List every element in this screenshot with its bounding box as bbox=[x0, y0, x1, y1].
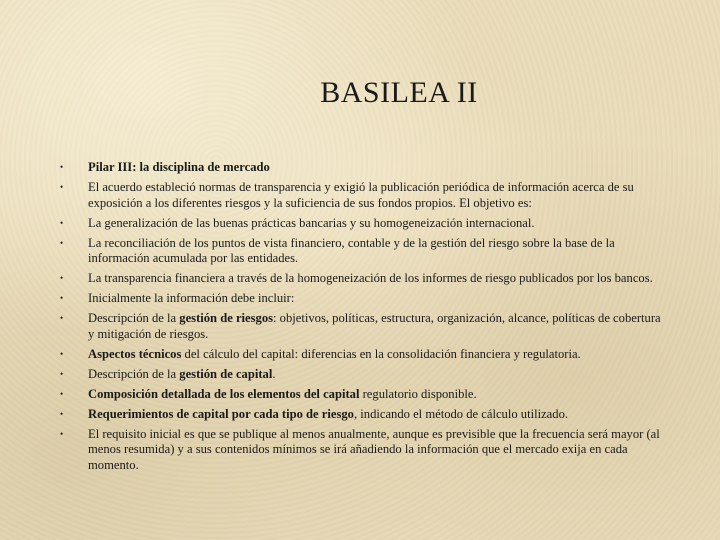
bullet-icon: • bbox=[60, 313, 64, 324]
item-bold-text: gestión de riesgos bbox=[179, 311, 274, 326]
item-text: La generalización de las buenas prácticas bancarias y su homogeneización internacional. bbox=[88, 215, 535, 230]
list-item bbox=[56, 291, 664, 307]
bullet-icon: • bbox=[60, 388, 64, 399]
bullet-icon: • bbox=[60, 368, 64, 379]
item-bold-text: Pilar III: la disciplina de mercado bbox=[88, 160, 270, 174]
bullet-icon: • bbox=[60, 273, 64, 284]
bullet-icon: • bbox=[60, 217, 64, 228]
bullet-icon: • bbox=[60, 293, 64, 304]
bullet-icon: • bbox=[60, 408, 64, 419]
slide-title: BASILEA II bbox=[320, 76, 478, 109]
list-item bbox=[56, 160, 664, 176]
item-prefix-text: Descripción de la bbox=[88, 366, 180, 381]
item-text: : objetivos, políticas, estructura, organización, alcance, políticas de cobertura y mitigación de riesgos. bbox=[88, 311, 661, 341]
bullet-icon: • bbox=[60, 428, 64, 439]
list-item bbox=[56, 311, 664, 342]
item-bold-text: Aspectos técnicos bbox=[88, 346, 182, 361]
list-item bbox=[56, 367, 664, 383]
list-item bbox=[56, 347, 664, 363]
item-text: El acuerdo estableció normas de transparencia y exigió la publicación periódica de información acerca de su exposición a los diferentes riesgos y la suficiencia de sus fondos propios. El objetivo es: bbox=[88, 179, 634, 210]
bullet-list bbox=[56, 160, 664, 478]
list-item bbox=[56, 271, 664, 287]
bullet-icon: • bbox=[60, 181, 64, 192]
item-text: . bbox=[272, 366, 276, 381]
item-text: Inicialmente la información debe incluir: bbox=[88, 291, 295, 306]
list-item bbox=[56, 387, 664, 403]
list-item bbox=[56, 427, 664, 474]
list-item bbox=[56, 407, 664, 423]
item-bold-text: Requerimientos de capital por cada tipo de riesgo bbox=[88, 406, 354, 421]
list-item bbox=[56, 216, 664, 232]
bullet-icon: • bbox=[60, 348, 64, 359]
item-bold-text: Composición detallada de los elementos del capital bbox=[88, 386, 360, 401]
item-text: La reconciliación de los puntos de vista financiero, contable y de la gestión del riesgo sobre la base de la información acumulada por las entidades. bbox=[88, 235, 615, 266]
item-text: , indicando el método de cálculo utilizado. bbox=[353, 406, 569, 421]
list-item bbox=[56, 236, 664, 267]
item-bold-text: gestión de capital bbox=[179, 366, 273, 381]
item-text: La transparencia financiera a través de la homogeneización de los informes de riesgo publicados por los bancos. bbox=[88, 271, 653, 286]
item-text: del cálculo del capital: diferencias en la consolidación financiera y regulatoria. bbox=[181, 346, 581, 361]
list-item bbox=[56, 180, 664, 211]
bullet-icon: • bbox=[60, 237, 64, 248]
bullet-icon: • bbox=[60, 162, 64, 172]
item-text: El requisito inicial es que se publique al menos anualmente, aunque es previsible que la frecuencia será mayor (al menos resumida) y a sus contenidos mínimos se irá añadiendo la información que el mercado exija en cada momento. bbox=[88, 426, 660, 472]
item-prefix-text: Descripción de la bbox=[88, 311, 180, 326]
item-text: regulatorio disponible. bbox=[359, 386, 477, 401]
